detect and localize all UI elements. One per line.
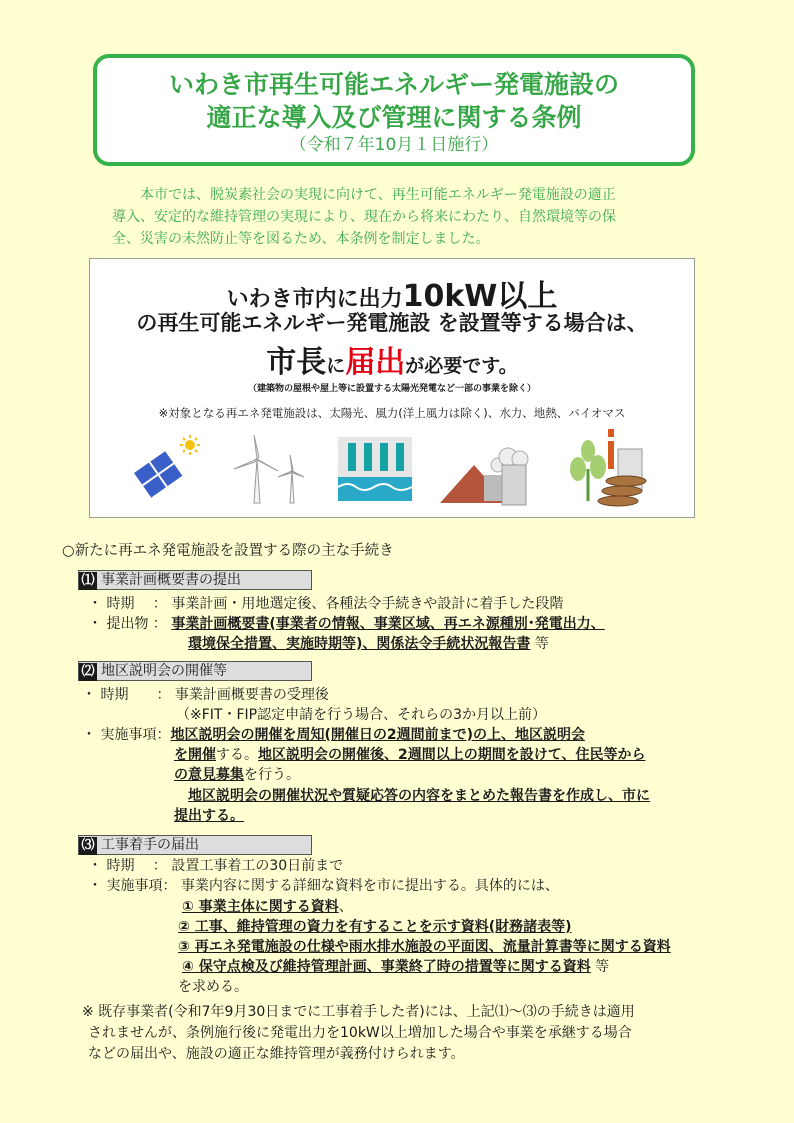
title-box [93, 54, 695, 166]
callout-target-note: ※対象となる再エネ発電施設は、太陽光、風力(洋上風力は除く)、水力、地熱、バイオマス [158, 406, 626, 420]
section1-timing-text: 事業計画・用地選定後、各種法令手続きや設計に着手した段階 [171, 596, 564, 612]
intro-line: 全、災害の未然防止等を図るため、本条例を制定しました。 [112, 231, 490, 247]
section3-timing-text: 設置工事着工の30日前まで [171, 858, 344, 874]
section3-item [178, 917, 572, 937]
section2-report-cont [174, 806, 244, 826]
title-line2: 適正な導入及び管理に関する条例 [206, 103, 582, 132]
section3-number: ⑶ [79, 837, 97, 855]
procedures-lead: ○新たに再エネ発電施設を設置する際の主な手続き [62, 543, 394, 559]
section2-after-meeting: 地区説明会の開催後、2週間以上の期間を設けて、住民等から [258, 747, 646, 763]
section2-actions-text: 地区説明会の開催を周知(開催日の2週間前まで)の上、地区説明会 [170, 727, 585, 743]
intro-line: 本市では、脱炭素社会の実現に向けて、再生可能エネルギー発電施設の適正 [140, 187, 616, 203]
notification-callout [89, 258, 695, 518]
section3-item [178, 937, 671, 957]
section2-report-text2: 提出する。 [174, 808, 244, 824]
section2-actions-cont1 [174, 745, 645, 765]
section3-item-text: ③ 再エネ発電施設の仕様や雨水排水施設の平面図、流量計算書等に関する資料 [178, 939, 671, 955]
section2-actions [82, 725, 585, 745]
section3-item [182, 897, 353, 917]
section3-end: を求める。 [178, 979, 248, 995]
section2-heading [78, 661, 312, 681]
section3-title: 工事着手の届出 [101, 837, 199, 853]
section2-actions-cont2 [174, 765, 300, 785]
section2-timing [82, 685, 329, 705]
callout-line1-prefix: いわき市内に出力 [226, 287, 403, 312]
section1-timing [88, 594, 563, 614]
solar-panel-icon [128, 435, 208, 505]
section3-timing-label: ・ 時期 ： [88, 858, 167, 874]
intro-paragraph [112, 184, 692, 250]
callout-exclusion-note: （建築物の屋根や屋上等に設置する太陽光発電など一部の事業を除く） [247, 384, 536, 394]
section3-actions-text: 事業内容に関する詳細な資料を市に提出する。具体的には、 [180, 878, 559, 894]
callout-threshold: 10kW以上 [402, 279, 558, 314]
callout-required: が必要です。 [405, 355, 518, 377]
section2-hold: を開催 [174, 747, 216, 763]
section2-timing-text: 事業計画概要書の受理後 [174, 687, 329, 703]
section1-submission-cont [188, 634, 549, 654]
section2-report-text: 地区説明会の開催状況や質疑応答の内容をまとめた報告書を作成し、市に [188, 788, 650, 804]
callout-particle: に [326, 355, 346, 377]
footnote-line: などの届出や、施設の適正な維持管理が義務付けられます。 [88, 1046, 465, 1062]
callout-notification: 届出 [345, 345, 406, 380]
footnote-line: ※ 既存事業者(令和7年9月30日までに工事着手した者)には、上記⑴～⑶の手続きは適用 [82, 1004, 635, 1020]
section2-title: 地区説明会の開催等 [101, 663, 227, 679]
section1-number: ⑴ [79, 572, 97, 590]
section1-submission-text2: 環境保全措置、実施時期等)、関係法令手続状況報告書 [188, 636, 531, 652]
wind-turbine-icon [230, 433, 310, 507]
section3-item-text: ④ 保守点検及び維持管理計画、事業終了時の措置等に関する資料 [182, 959, 591, 975]
callout-line2: の再生可能エネルギー発電施設 を設置等する場合は、 [136, 311, 648, 335]
section3-heading [78, 835, 312, 855]
section3-item1-tail: 、 [338, 899, 353, 915]
section3-timing [88, 856, 343, 876]
section1-submission-tail: 等 [530, 636, 549, 652]
section2-actions-label: ・ 実施事項： [82, 727, 171, 743]
section3-item-text: ① 事業主体に関する資料 [182, 899, 339, 915]
section1-submission [88, 614, 605, 634]
section3-item4-tail: 等 [590, 959, 610, 975]
hydro-dam-icon [334, 437, 416, 507]
section2-number: ⑵ [79, 663, 97, 681]
section2-opinions: の意見募集 [174, 767, 244, 783]
section3-actions [88, 876, 559, 896]
section2-hold-tail: する。 [216, 747, 258, 763]
section1-heading [78, 570, 312, 590]
geothermal-icon [438, 429, 538, 507]
section3-item [182, 957, 609, 977]
section3-actions-label: ・ 実施事項： [88, 878, 177, 894]
biomass-icon [560, 429, 660, 509]
title-line1: いわき市再生可能エネルギー発電施設の [168, 70, 619, 99]
section1-submission-text: 事業計画概要書(事業者の情報、事業区域、再エネ源種別･発電出力、 [171, 616, 605, 632]
section2-timing-label: ・ 時期 ： [82, 687, 171, 703]
energy-icons [90, 429, 694, 509]
callout-mayor: 市長 [266, 345, 327, 380]
section1-timing-label: ・ 時期 ： [88, 596, 167, 612]
section1-submission-label: ・ 提出物 ： [88, 616, 167, 632]
section2-opinions-tail: を行う。 [244, 767, 300, 783]
intro-line: 導入、安定的な維持管理の実現により、現在から将来にわたり、自然環境等の保 [112, 209, 616, 225]
section2-report [188, 786, 650, 806]
section2-timing-note: （※FIT・FIP認定申請を行う場合、それらの3か月以上前） [176, 707, 546, 723]
title-effective-date: （令和７年10月１日施行） [289, 135, 499, 155]
section3-item-text: ② 工事、維持管理の資力を有することを示す資料(財務諸表等) [178, 919, 572, 935]
footnote-line: されませんが、条例施行後に発電出力を10kW以上増加した場合や事業を承継する場合 [88, 1025, 632, 1041]
callout-line3 [90, 337, 694, 381]
footnote [82, 1002, 635, 1065]
section1-title: 事業計画概要書の提出 [101, 572, 241, 588]
